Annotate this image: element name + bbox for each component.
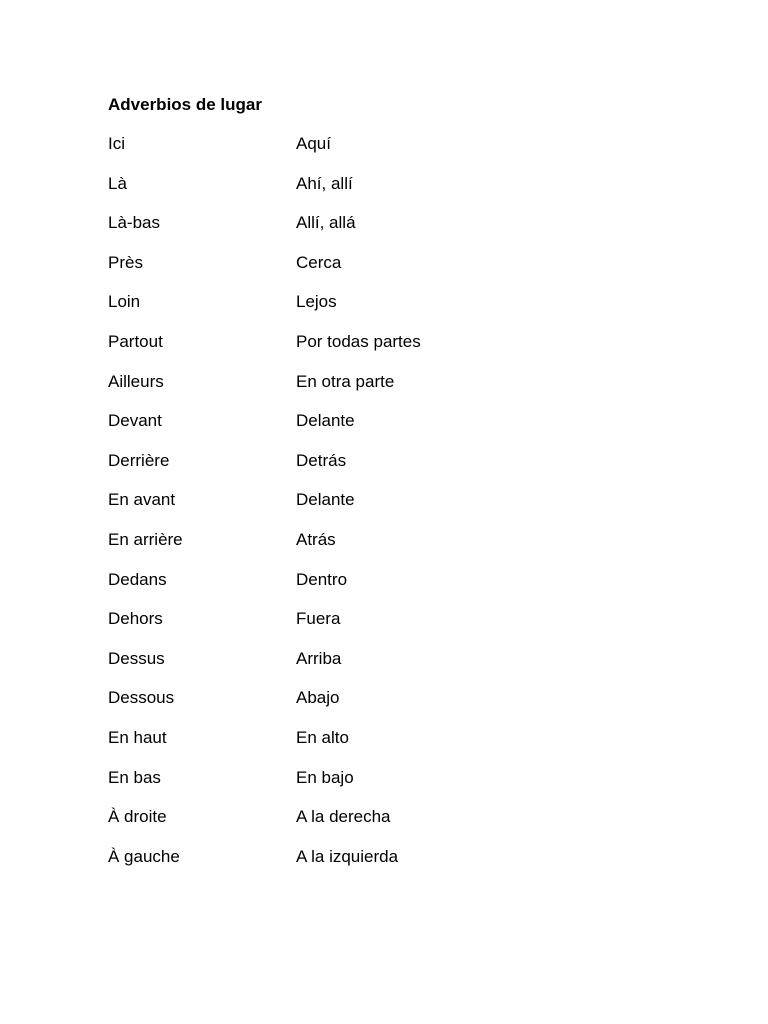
french-term: En arrière (108, 529, 183, 549)
vocab-row (108, 409, 421, 449)
vocab-row (108, 805, 421, 845)
vocab-row (108, 488, 421, 528)
vocab-row (108, 845, 421, 885)
french-term: À droite (108, 807, 167, 827)
spanish-translation: Arriba (296, 648, 342, 668)
spanish-translation: Ahí, allí (296, 173, 353, 193)
spanish-translation: Allí, allá (296, 213, 356, 233)
french-term: En haut (108, 727, 167, 747)
vocab-row (108, 528, 421, 568)
french-term: Dessous (108, 688, 175, 708)
spanish-translation: Detrás (296, 450, 347, 470)
spanish-translation: Cerca (296, 252, 342, 272)
document-title: Adverbios de lugar (108, 95, 262, 114)
vocab-row (108, 568, 421, 608)
spanish-translation: Por todas partes (296, 331, 421, 351)
spanish-translation: En otra parte (296, 371, 395, 391)
french-term: Là-bas (108, 213, 160, 233)
spanish-translation: En alto (296, 727, 349, 747)
vocab-row (108, 370, 421, 410)
french-term: Partout (108, 331, 163, 351)
spanish-translation: Delante (296, 411, 355, 431)
french-term: Près (108, 252, 143, 272)
vocab-row (108, 449, 421, 489)
vocab-row (108, 211, 421, 251)
french-term: Ici (108, 134, 125, 153)
vocabulary-list (108, 132, 421, 884)
spanish-translation: A la izquierda (296, 846, 399, 866)
spanish-translation: Atrás (296, 529, 336, 549)
vocab-row (108, 132, 421, 172)
french-term: À gauche (108, 846, 180, 866)
spanish-translation: Lejos (296, 292, 337, 312)
vocab-row (108, 251, 421, 291)
spanish-translation: En bajo (296, 767, 354, 787)
vocab-row (108, 766, 421, 806)
french-term: Dedans (108, 569, 167, 589)
french-term: Là (108, 173, 127, 193)
vocab-row (108, 290, 421, 330)
spanish-translation: Abajo (296, 688, 340, 708)
spanish-translation: Delante (296, 490, 355, 510)
french-term: Dessus (108, 648, 165, 668)
vocab-row (108, 726, 421, 766)
french-term: Devant (108, 411, 162, 431)
french-term: Loin (108, 292, 141, 312)
vocab-row (108, 172, 421, 212)
vocab-row (108, 647, 421, 687)
vocab-row (108, 607, 421, 647)
french-term: Dehors (108, 609, 163, 629)
spanish-translation: A la derecha (296, 807, 391, 827)
spanish-translation: Dentro (296, 569, 348, 589)
french-term: Derrière (108, 450, 170, 470)
spanish-translation: Fuera (296, 609, 341, 629)
french-term: Ailleurs (108, 371, 164, 391)
vocab-row (108, 686, 421, 726)
spanish-translation: Aquí (296, 134, 331, 153)
vocab-row (108, 330, 421, 370)
french-term: En bas (108, 767, 161, 787)
french-term: En avant (108, 490, 176, 510)
